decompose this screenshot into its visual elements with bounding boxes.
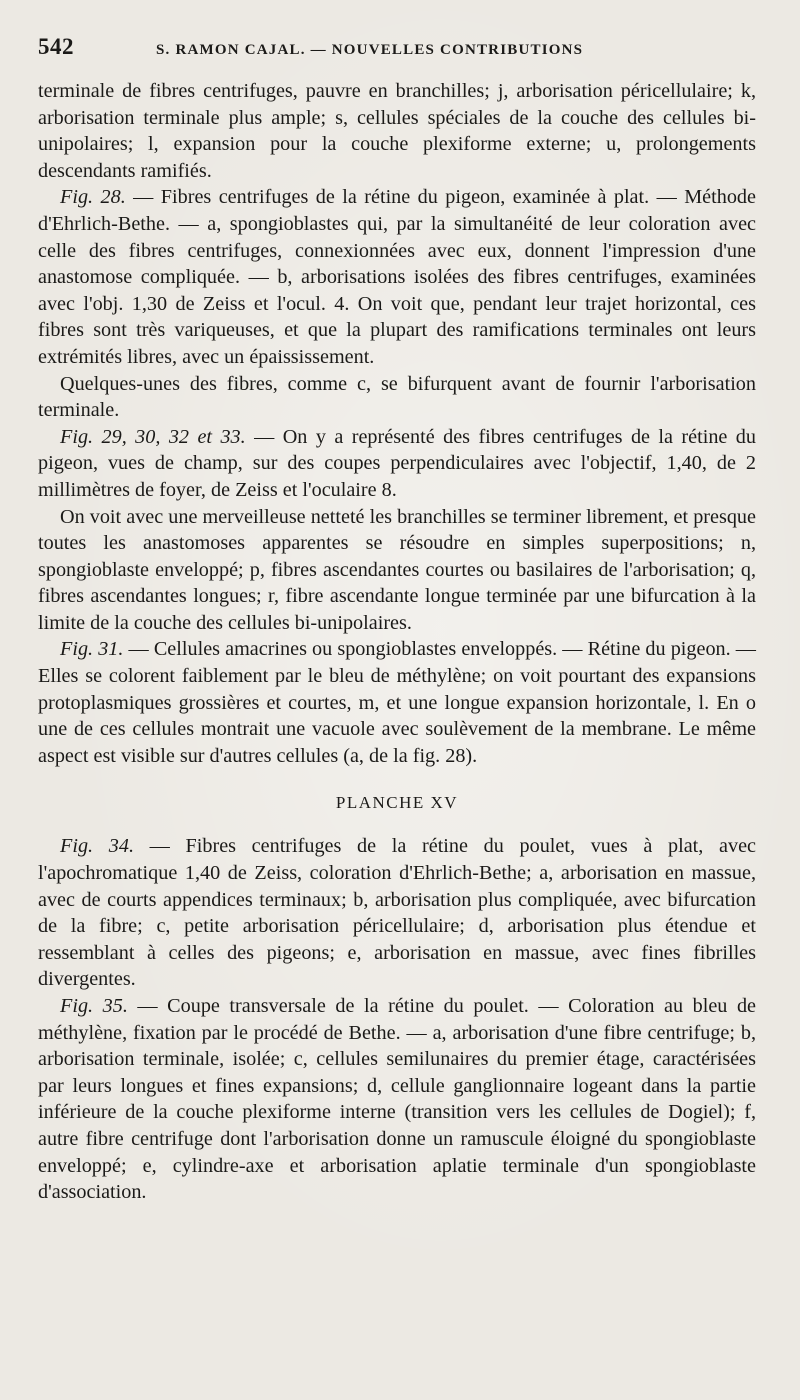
plate-heading: PLANCHE XV: [335, 793, 459, 813]
body-text: [38, 78, 756, 1206]
figure-caption: [38, 636, 756, 769]
paragraph: [38, 371, 756, 424]
figure-reference: Fig. 34.: [60, 835, 134, 858]
caption-text: — Fibres centrifuges de la rétine du pigeon, examinée à plat. — Méthode d'Ehrlich-Bethe. — a, spongioblastes qui, par la simultanéité de leur coloration avec celle des fibres centrifuges, connexionnées avec eux, donnent l'impression d'une anastomose compliquée. — b, arborisations isolées des fibres centrifuges, examinées avec l'obj. 1,30 de Zeiss et l'ocul. 4. On voit que, pendant leur trajet horizontal, ces fibres sont très variqueuses, et que la plupart des ramifications terminales ont leurs extrémités libres, avec un épaississement.: [38, 186, 756, 368]
figure-reference: Fig. 29, 30, 32 et 33.: [60, 425, 246, 448]
paragraph-text: On voit avec une merveilleuse netteté les branchilles se terminer librement, et presque toutes les anastomoses apparentes se résoudre en simples superpositions; n, spongioblaste enveloppé; p, fibres ascendantes courtes ou basilaires de l'arborisation; q, fibres ascendantes longues; r, fibre ascendante longue terminée par une bifurcation à la limite de la couche des cellules bi-unipolaires.: [38, 505, 756, 634]
caption-text: — Coupe transversale de la rétine du poulet. — Coloration au bleu de méthylène, fixation par le procédé de Bethe. — a, arborisation d'une fibre centrifuge; b, arborisation terminale, isolée; c, cellules semilunaires du premier étage, caractérisées par leurs longues et fines expansions; d, cellule ganglionnaire logeant dans la partie inférieure de la couche plexiforme interne (transition vers les cellules de Dogiel); f, autre fibre centrifuge dont l'arborisation donne un ramuscule éloigné du spongioblaste enveloppé; e, cylindre-axe et arborisation aplatie terminale d'un spongioblaste d'association.: [38, 995, 756, 1204]
figure-caption: [38, 833, 756, 993]
caption-text: — On y a représenté des fibres centrifuges de la rétine du pigeon, vues de champ, sur des coupes perpendiculaires avec l'objectif, 1,40, de 2 millimètres de foyer, de Zeiss et l'oculaire 8.: [38, 425, 756, 501]
paragraph-text: terminale de fibres centrifuges, pauvre en branchilles; j, arborisation péricellulaire; k, arborisation terminale plus ample; s, cellules spéciales de la couche des cellules bi-unipolaires; l, expansion pour la couche plexiforme externe; u, prolongements descendants ramifiés.: [38, 80, 756, 182]
figure-caption: [38, 993, 756, 1206]
paragraph-text: Quelques-unes des fibres, comme c, se bifurquent avant de fournir l'arborisation terminale.: [38, 372, 756, 422]
figure-reference: Fig. 31.: [60, 638, 124, 661]
page-number: 542: [38, 34, 74, 59]
figure-reference: Fig. 28.: [60, 186, 126, 209]
paragraph: [38, 504, 756, 637]
figure-reference: Fig. 35.: [60, 995, 128, 1017]
caption-text: — Fibres centrifuges de la rétine du poulet, vues à plat, avec l'apochromatique 1,40 de Zeiss, coloration d'Ehrlich-Bethe; a, arborisation en massue, avec de courts appendices terminaux; b, arborisation plus compliquée, avec bifurcation de la fibre; c, petite arborisation péricellulaire; d, arborisation plus étendue et ressemblant à celles des pigeons; e, arborisation en massue, avec fines fibrilles divergentes.: [38, 835, 756, 991]
paragraph: [38, 78, 756, 184]
figure-caption: [38, 424, 756, 504]
running-header: [38, 34, 756, 74]
figure-caption: [38, 184, 756, 370]
caption-text: — Cellules amacrines ou spongioblastes enveloppés. — Rétine du pigeon. — Elles se colorent faiblement par le bleu de méthylène; on voit pourtant des expansions protoplasmiques grossières et courtes, m, et une longue expansion horizontale, l. En o une de ces cellules montrait une vacuole avec soulèvement de la membrane. Le même aspect est visible sur d'autres cellules (a, de la fig. 28).: [38, 638, 756, 767]
running-title: S. RAMON CAJAL. — NOUVELLES CONTRIBUTIONS: [156, 42, 584, 58]
